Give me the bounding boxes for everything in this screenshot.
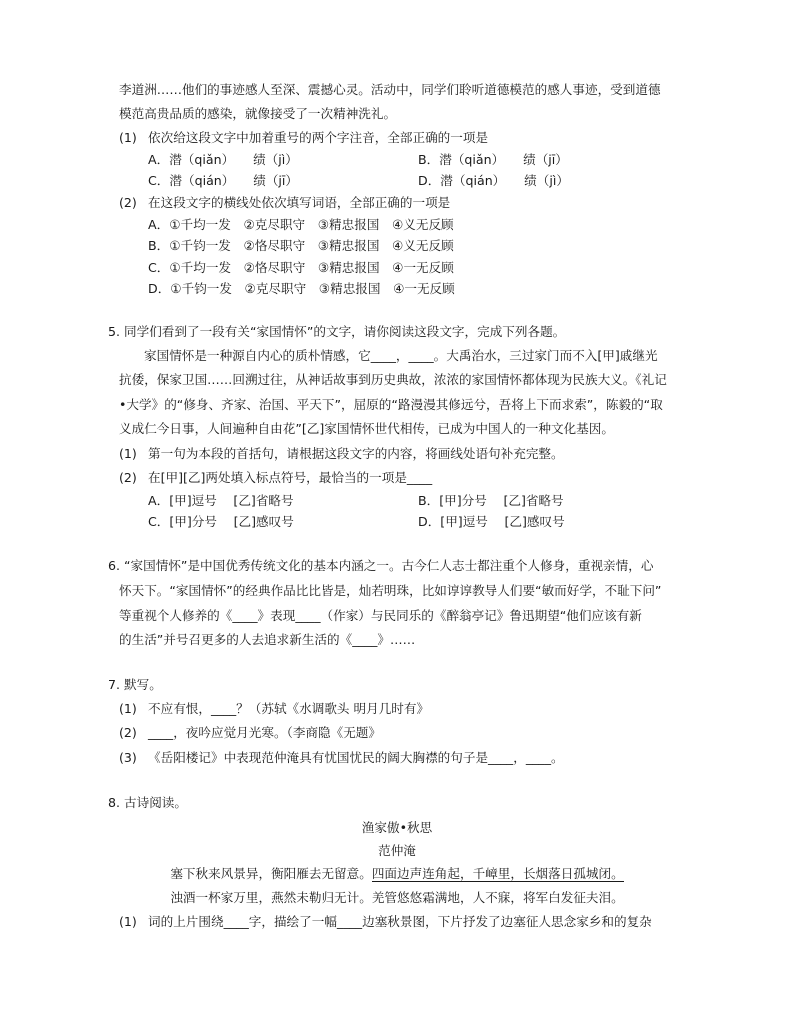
q4-1-option-c: C．潜（qián） 绩（jī） xyxy=(148,173,299,188)
q8-heading: 8. 古诗阅读。 xyxy=(108,795,187,810)
poem-verse-1 xyxy=(0,866,794,882)
poem-verse-2: 浊酒一杯家万里，燕然未勒归无计。羌管悠悠霜满地，人不寐，将军白发征夫泪。 xyxy=(170,890,624,905)
q8-sub1-stem: 词的上片围绕____字，描绘了一幅____边塞秋景图，下片抒发了边塞征人思念家乡和的复杂 xyxy=(148,914,652,929)
poem-title: 渔家傲•秋思 xyxy=(361,820,433,835)
poem-author: 范仲淹 xyxy=(378,843,416,858)
q7-sub2-text: ____，夜吟应觉月光寒。（李商隐《无题》 xyxy=(148,725,381,740)
q7-sub1-text: 不应有恨，____？（苏轼《水调歌头 明月几时有》 xyxy=(148,701,430,716)
q5-sub2-stem: 在[甲][乙]两处填入标点符号，最恰当的一项是____ xyxy=(148,470,433,485)
q4-2-number: (2) xyxy=(119,195,137,210)
q7-sub3-text: 《岳阳楼记》中表现范仲淹具有忧国忧民的阔大胸襟的句子是____，____。 xyxy=(148,750,564,765)
q5-option-c: C．[甲]分号 [乙]感叹号 xyxy=(148,514,294,529)
q5-option-b: B．[甲]分号 [乙]省略号 xyxy=(418,493,564,508)
q5-passage-line-1: 家国情怀是一种源自内心的质朴情感，它____，____。大禹治水，三过家门而不入[甲]戚继光 xyxy=(144,348,658,363)
q4-2-option-d: D．①千钧一发 ②克尽职守 ③精忠报国 ④一无反顾 xyxy=(148,281,455,296)
q4-2-stem: 在这段文字的横线处依次填写词语，全部正确的一项是 xyxy=(148,195,451,210)
q4-1-option-d: D．潜（qián） 绩（jì） xyxy=(418,173,569,188)
q5-sub2-number: (2) xyxy=(119,470,137,485)
q5-passage-line-4: 义成仁今日事，人间遍种自由花”[乙]家国情怀世代相传，已成为中国人的一种文化基因。 xyxy=(119,421,614,436)
q5-sub1-stem: 第一句为本段的首括句，请根据这段文字的内容，将画线处语句补充完整。 xyxy=(148,446,564,461)
poem-verse-1a: 塞下秋来风景异，衡阳雁去无留意。 xyxy=(170,866,372,881)
q5-sub1-number: (1) xyxy=(119,446,137,461)
q4-2-option-a: A．①千均一发 ②克尽职守 ③精忠报国 ④义无反顾 xyxy=(148,217,454,232)
q7-sub3-number: (3) xyxy=(119,750,137,765)
q4-2-option-c: C．①千均一发 ②恪尽职守 ③精忠报国 ④一无反顾 xyxy=(148,260,454,275)
q4-1-number: (1) xyxy=(119,130,137,145)
q7-sub1-number: (1) xyxy=(119,701,137,716)
q8-sub1-number: (1) xyxy=(119,914,137,929)
q6-line-1: 6. “家国情怀”是中国优秀传统文化的基本内涵之一。古今仁人志士都注重个人修身，重视亲情，心 xyxy=(108,558,654,573)
q6-line-4: 的生活”并号召更多的人去追求新生活的《____》…… xyxy=(119,632,416,647)
q7-sub2-number: (2) xyxy=(119,725,137,740)
q6-line-2: 怀天下。“家国情怀”的经典作品比比皆是，灿若明珠，比如谆谆教导人们要“敏而好学，不耻下问” xyxy=(119,583,662,598)
q5-option-d: D．[甲]逗号 [乙]感叹号 xyxy=(418,514,565,529)
poem-verse-1b-underlined: 四面边声连角起，千嶂里，长烟落日孤城闭。 xyxy=(371,866,624,881)
q4-1-option-a: A．潜（qiǎn） 绩（jì） xyxy=(148,152,298,167)
q4-1-option-b: B．潜（qiǎn） 绩（jī） xyxy=(418,152,568,167)
q6-line-3: 等重视个人修养的《____》表现____（作家）与民同乐的《醉翁亭记》鲁迅期望“他们应该有新 xyxy=(119,608,642,623)
q5-passage-line-3: •大学》的“修身、齐家、治国、平天下”，屈原的“路漫漫其修远兮，吾将上下而求索”，陈毅的“取 xyxy=(119,397,663,412)
intro-line-2: 模范高贵品质的感染，就像接受了一次精神洗礼。 xyxy=(119,106,397,121)
q7-heading: 7. 默写。 xyxy=(108,677,162,692)
q4-1-stem: 依次给这段文字中加着重号的两个字注音，全部正确的一项是 xyxy=(148,130,489,145)
q5-option-a: A．[甲]逗号 [乙]省略号 xyxy=(148,493,294,508)
intro-line-1: 李道洲……他们的事迹感人至深、震撼心灵。活动中，同学们聆听道德模范的感人事迹，受到道德 xyxy=(119,82,661,97)
q4-2-option-b: B．①千钧一发 ②恪尽职守 ③精忠报国 ④义无反顾 xyxy=(148,238,454,253)
q5-heading: 5. 同学们看到了一段有关“家国情怀”的文字，请你阅读这段文字，完成下列各题。 xyxy=(108,324,566,339)
q5-passage-line-2: 抗倭，保家卫国……回溯过往，从神话故事到历史典故，浓浓的家国情怀都体现为民族大义。《礼记 xyxy=(119,372,667,387)
